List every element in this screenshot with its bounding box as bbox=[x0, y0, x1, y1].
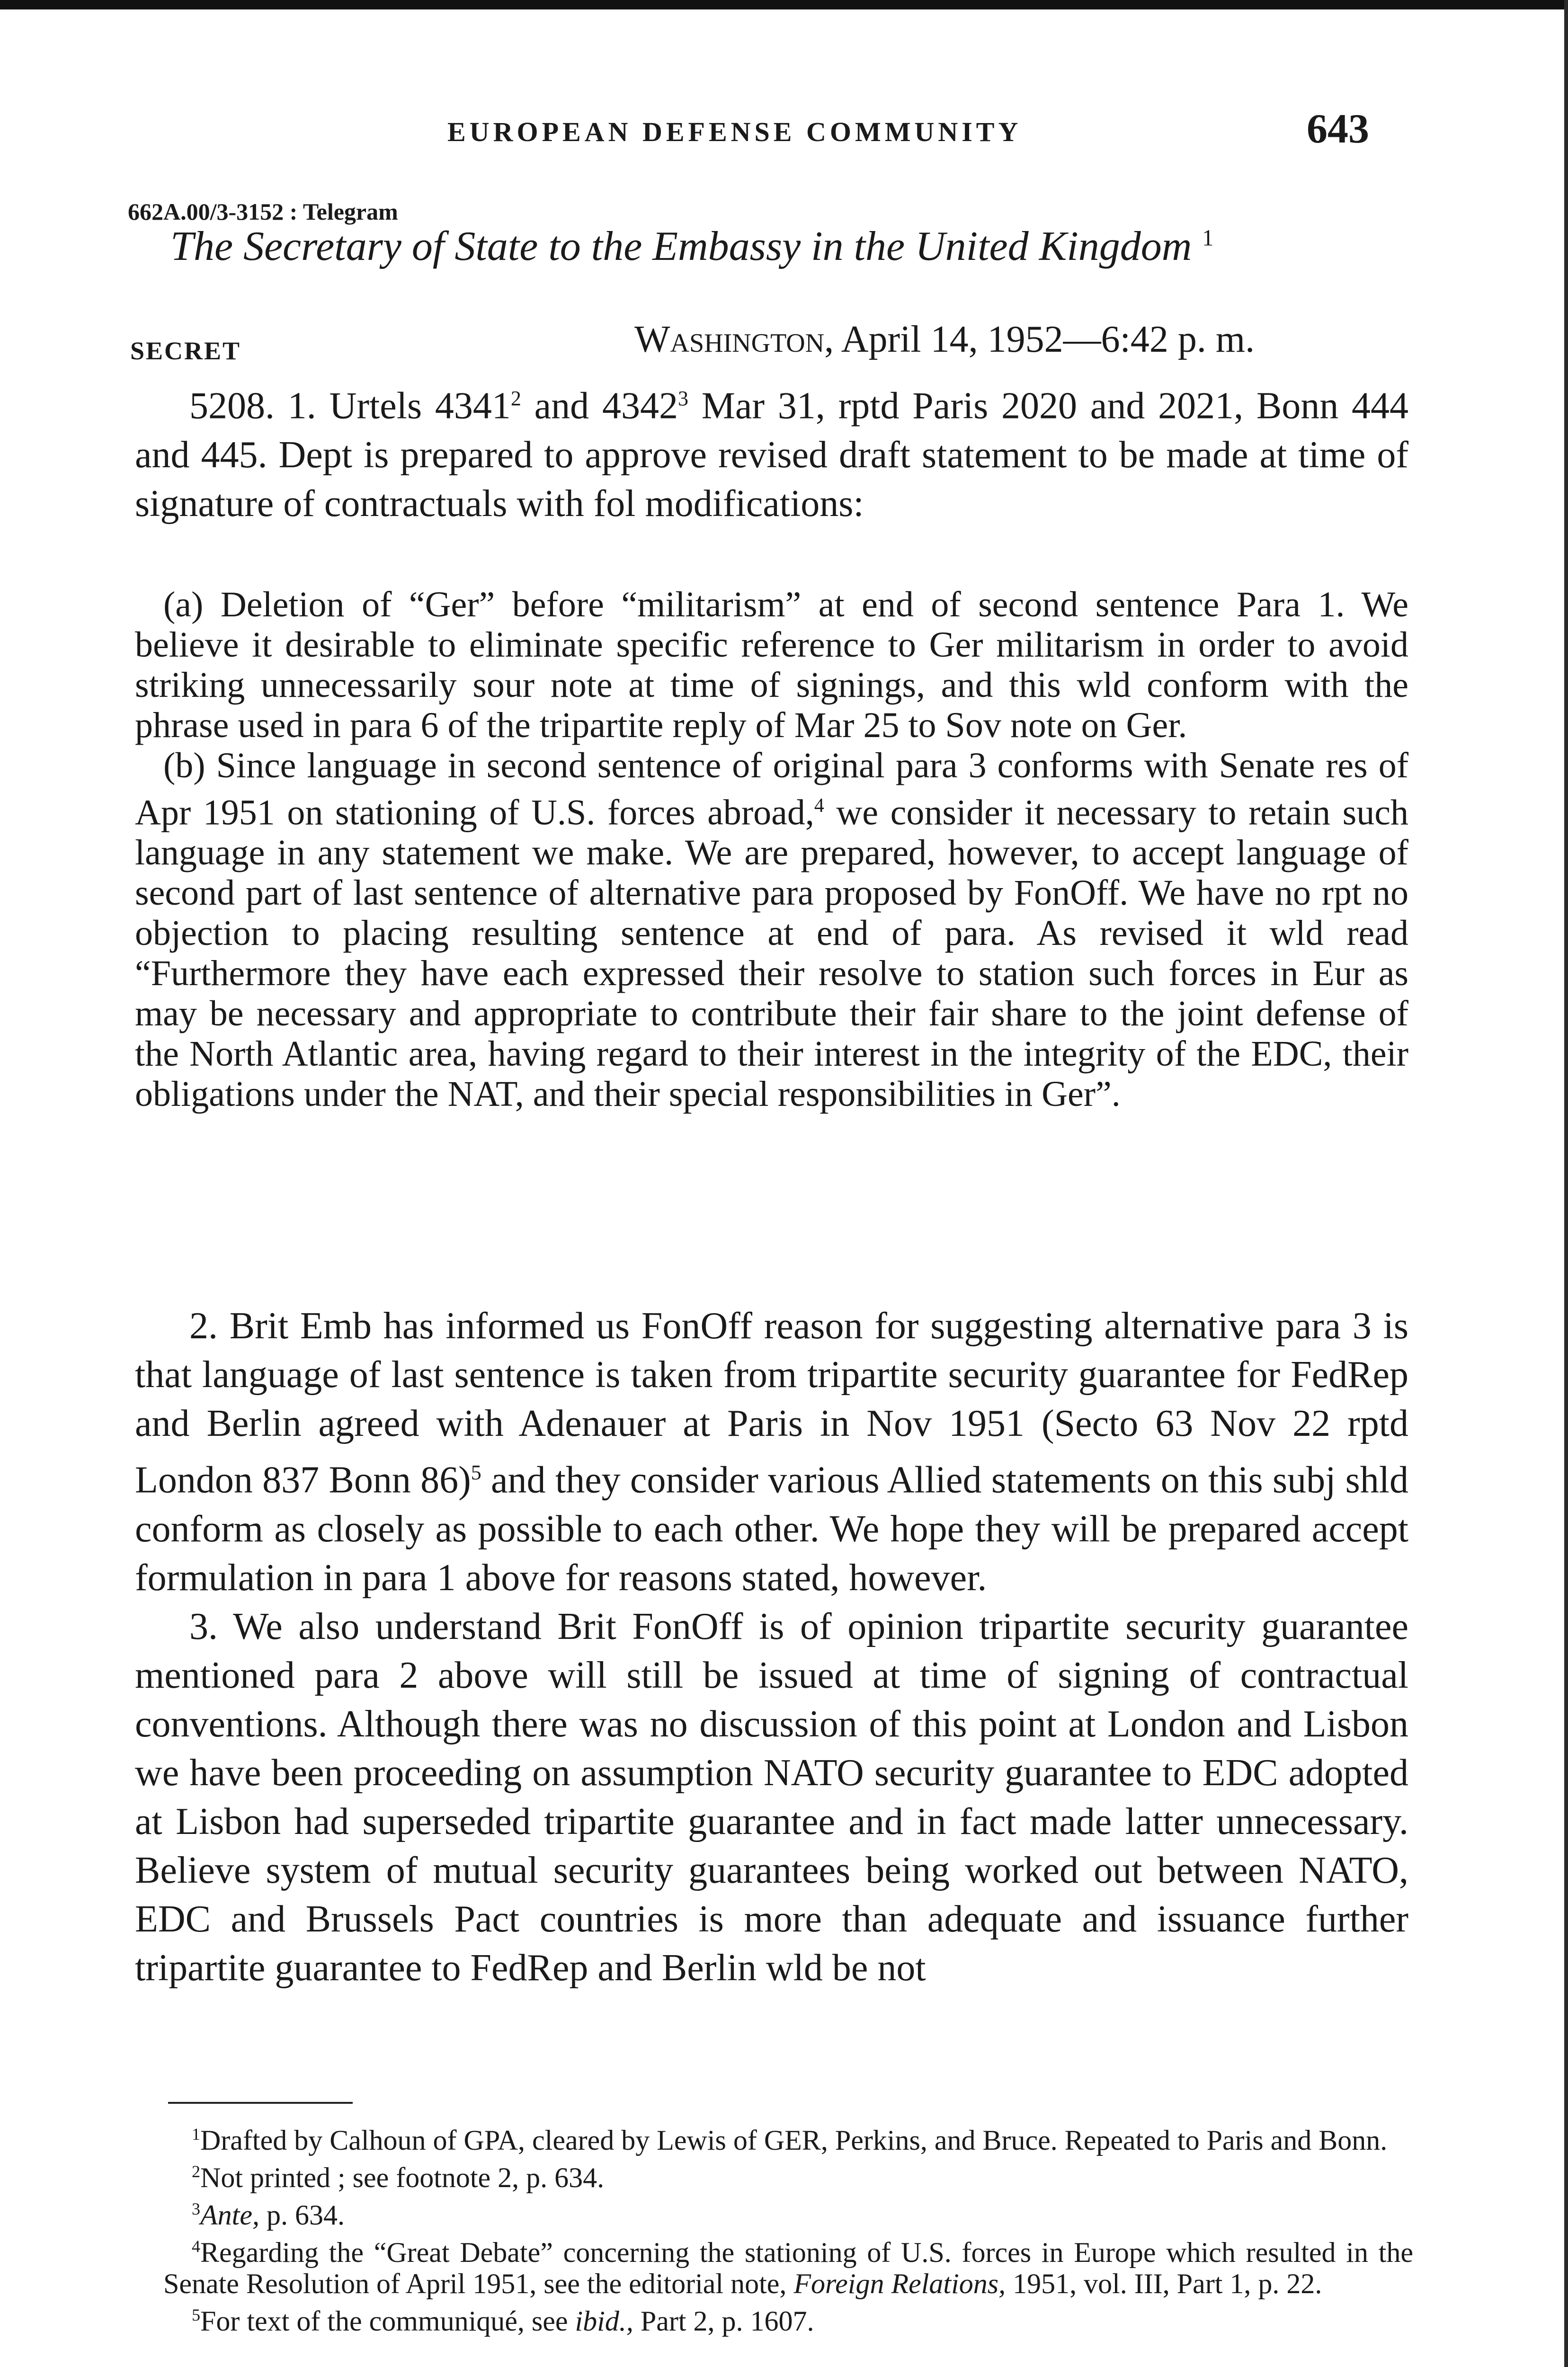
scan-right-edge bbox=[1564, 0, 1568, 2367]
modification-b-text-b: we consider it necessary to retain such language in any statement we make. We are prepared, however, to accept language of second part of last sentence of alternative para proposed by FonOff. We have no rpt no objection to placing resulting sentence at end of para. As revised it wld read “Furthermore they have each expressed their resolve to station such forces in Eur as may be necessary and appropriate to contribute their fair share to the joint defense of the North Atlantic area, having regard to their interest in the integrity of the EDC, their obligations under the NAT, and their special responsibilities in Ger”. bbox=[135, 792, 1408, 1114]
paragraph-3: 3. We also understand Brit FonOff is of opinion tripartite security guarantee mentioned para 2 above will still be issued at time of signing of contractual conventions. Although there was no discussion of this point at London and Lisbon we have been proceeding on assumption NATO security guarantee to EDC adopted at Lisbon had superseded tripartite guarantee and in fact made latter unnecessary. Believe system of mutual security guarantees being worked out between NATO, EDC and Brussels Pact countries is more than adequate and issuance further tripartite guarantee to FedRep and Berlin wld be not bbox=[135, 1605, 1408, 1989]
para-1-text-b: and 4342 bbox=[534, 385, 678, 427]
footnote-ref-4: 4 bbox=[814, 795, 824, 817]
footnote-2: $^2$Not printed ; see footnote 2, p. 634. bbox=[192, 2162, 605, 2193]
dateline-date: April 14, 1952—6:42 p. m. bbox=[841, 319, 1255, 360]
modification-b-text-a: (b) Since language in second sentence of original para 3 conforms with Senate res of Apr 1951 on stationing of U.S. forces abroad, bbox=[135, 746, 1408, 833]
footnote-ref-2: 2 bbox=[510, 387, 521, 410]
para-2-text-a: 2. Brit Emb has informed us FonOff reason for suggesting alternative para 3 is that language of last sentence is taken from tripartite security guarantee for FedRep and Berlin agreed with Adenauer at Paris in Nov 1951 (Secto 63 Nov 22 rptd London 837 Bonn 86) bbox=[135, 1305, 1408, 1501]
telegram-opening-paragraph bbox=[135, 374, 1408, 528]
para-2-text-b: and they consider various Allied statements on this subj shld conform as closely as possible to each other. We hope they will be prepared accept formulation in para 1 above for reasons stated, however. bbox=[135, 1459, 1408, 1599]
footnote-ref-3: 3 bbox=[677, 387, 688, 410]
footnote-ref-1: 1 bbox=[1202, 225, 1214, 251]
paragraph-2 bbox=[135, 1302, 1408, 1602]
page-number: 643 bbox=[1307, 106, 1369, 152]
document-title bbox=[170, 222, 1214, 270]
modification-a: (a) Deletion of “Ger” before “militarism” at end of second sentence Para 1. We believe it desirable to eliminate specific reference to Ger militarism in order to avoid striking unnecessarily sour note at time of signings, and this wld conform with the phrase used in para 6 of the tripartite reply of Mar 25 to Sov note on Ger. bbox=[135, 585, 1408, 745]
dateline bbox=[634, 318, 1255, 361]
dateline-place: Washington, bbox=[634, 319, 834, 360]
footnote-rule bbox=[168, 2102, 353, 2104]
modification-b bbox=[135, 746, 1408, 1114]
footnote-5: $^5$For text of the communiqué, see ibid., Part 2, p. 1607. bbox=[192, 2305, 814, 2337]
para-1-text-a: 5208. 1. Urtels 4341 bbox=[189, 385, 511, 427]
running-header: EUROPEAN DEFENSE COMMUNITY bbox=[447, 116, 1022, 147]
body-paragraphs bbox=[135, 1302, 1408, 1993]
scan-top-border bbox=[0, 0, 1568, 9]
footnote-3: $^3$Ante, p. 634. bbox=[192, 2199, 345, 2231]
document-title-text: The Secretary of State to the Embassy in the United Kingdom bbox=[170, 223, 1192, 269]
footnote-4: $^4$Regarding the “Great Debate” concerning the stationing of U.S. forces in Europe which resulted in the Senate Resolution of April 1951, see the editorial note, Foreign Relations, 1951, vol. III, Part 1, p. 22. bbox=[163, 2237, 1413, 2299]
document-file-reference: 662A.00/3-3152 : Telegram bbox=[128, 198, 398, 225]
footnotes bbox=[163, 2118, 1413, 2337]
para-1-text-c: Mar 31, rptd Paris 2020 and 2021, Bonn 444 and 445. Dept is prepared to approve revised draft statement to be made at time of signature of contractuals with fol modifications: bbox=[135, 385, 1409, 525]
footnote-ref-5: 5 bbox=[471, 1461, 481, 1484]
modifications-block bbox=[135, 585, 1408, 1114]
footnote-1: $^1$Drafted by Calhoun of GPA, cleared by Lewis of GER, Perkins, and Bruce. Repeated to Paris and Bonn. bbox=[192, 2125, 1388, 2156]
classification-label: SECRET bbox=[130, 337, 241, 365]
